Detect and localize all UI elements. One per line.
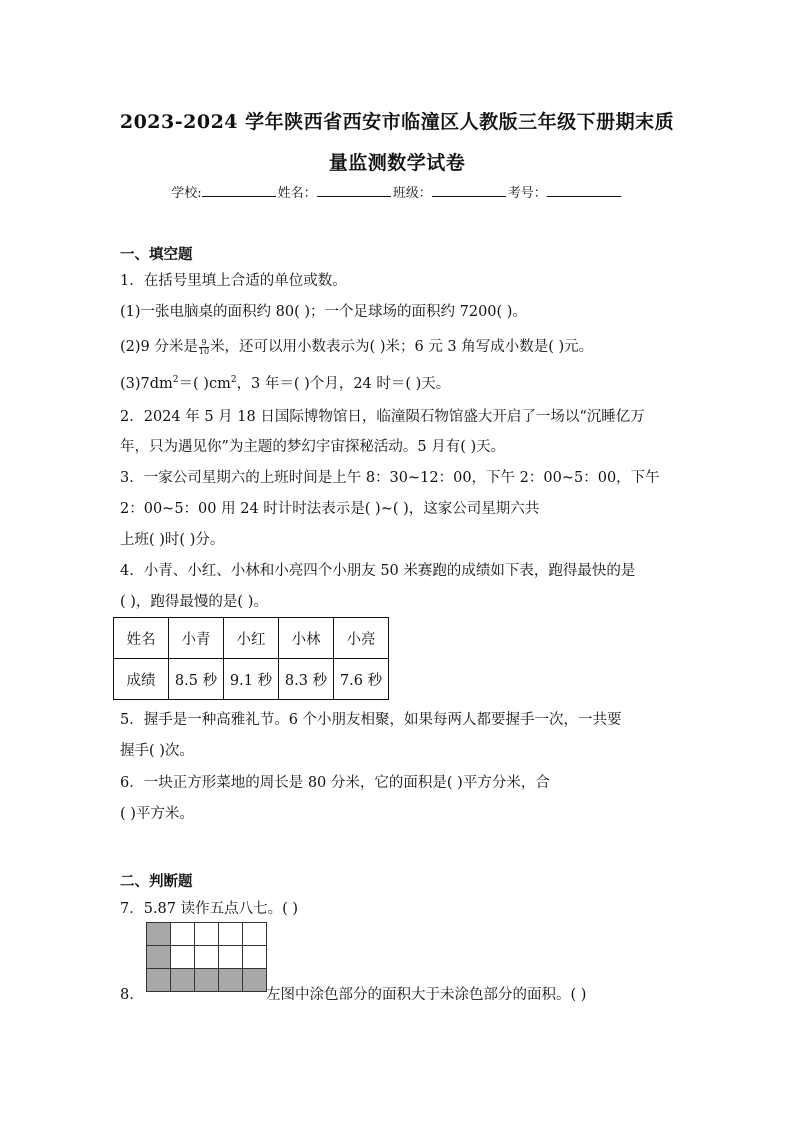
section1-heading: 一、填空题: [120, 247, 193, 263]
exam-no-label: 考号：: [507, 186, 547, 201]
name-blank[interactable]: [317, 184, 391, 197]
q1-part3-a: (3)7dm: [120, 376, 173, 392]
class-label: 班级：: [392, 186, 432, 201]
school-blank[interactable]: [202, 184, 276, 197]
q1-part3-b: ＝( )cm: [178, 376, 231, 392]
q3-line1: 3．一家公司星期六的上班时间是上午 8：30~12：00，下午 2：00~5：00，下午: [120, 470, 660, 486]
race-results-table: [113, 617, 389, 700]
table-header-row: [114, 618, 389, 659]
grid-cell: [171, 946, 195, 969]
table-cell: 小亮: [334, 618, 389, 659]
q5-line1: 5．握手是一种高雅礼节。6 个小朋友相聚，如果每两人都要握手一次，一共要: [120, 712, 622, 728]
grid-cell-shaded: [147, 946, 171, 969]
q8-text: 左图中涂色部分的面积大于未涂色部分的面积。( ): [266, 987, 587, 1003]
q1-part2: [120, 335, 593, 356]
q6-line1: 6．一块正方形菜地的周长是 80 分米，它的面积是( )平方分米，合: [120, 775, 550, 791]
q2-line1: 2．2024 年 5 月 18 日国际博物馆日，临潼陨石物馆盛大开启了一场以“沉睡亿万: [120, 409, 645, 425]
table-cell: 姓名: [114, 618, 169, 659]
grid-cell: [243, 923, 267, 946]
grid-cell-shaded: [147, 923, 171, 946]
q2-line2: 年，只为遇见你”为主题的梦幻宇宙探秘活动。5 月有( )天。: [120, 439, 506, 455]
q6-line2: ( )平方米。: [120, 806, 194, 822]
fraction-denominator: 10: [198, 346, 210, 356]
fraction-numerator: 9: [199, 339, 209, 348]
superscript-2: 2: [172, 375, 179, 386]
grid-cell-shaded: [147, 969, 171, 992]
q7-line: 7．5.87 读作五点八七。( ): [120, 901, 299, 917]
name-label: 姓名：: [277, 186, 317, 201]
grid-cell: [243, 946, 267, 969]
table-cell: 小红: [224, 618, 279, 659]
grid-cell: [171, 923, 195, 946]
table-cell: 小青: [169, 618, 224, 659]
grid-cell: [219, 923, 243, 946]
q5-line2: 握手( )次。: [120, 743, 194, 759]
q1-part1: (1)一张电脑桌的面积约 80( )；一个足球场的面积约 7200( )。: [120, 304, 527, 320]
exam-no-blank[interactable]: [547, 184, 621, 197]
q4-line2: ( )，跑得最慢的是( )。: [120, 594, 268, 610]
table-cell: 9.1 秒: [224, 659, 279, 700]
q1-part2-end: 米，还可以用小数表示为( )米；6 元 3 角写成小数是( )元。: [210, 339, 594, 355]
q1-part3-c: ，3 年＝( )个月，24 时＝( )天。: [236, 376, 451, 392]
exam-title-line1: 2023-2024 学年陕西省西安市临潼区人教版三年级下册期末质: [119, 111, 675, 133]
table-cell: 8.3 秒: [279, 659, 334, 700]
table-cell: 8.5 秒: [169, 659, 224, 700]
school-label: 学校:: [171, 186, 202, 201]
grid-cell: [195, 946, 219, 969]
q3-line2: 2：00~5：00 用 24 时计时法表示是( )~( )，这家公司星期六共: [120, 501, 540, 517]
superscript-2b: 2: [230, 375, 237, 386]
section2-heading: 二、判断题: [120, 874, 193, 890]
grid-cell-shaded: [243, 969, 267, 992]
q3-line3: 上班( )时( )分。: [120, 532, 225, 548]
grid-cell: [219, 946, 243, 969]
exam-title-line2: 量监测数学试卷: [328, 152, 466, 174]
table-cell: 成绩: [114, 659, 169, 700]
grid-cell-shaded: [219, 969, 243, 992]
q4-line1: 4．小青、小红、小林和小亮四个小朋友 50 米赛跑的成绩如下表，跑得最快的是: [120, 563, 636, 579]
table-row: [114, 659, 389, 700]
table-cell: 小林: [279, 618, 334, 659]
grid-cell-shaded: [171, 969, 195, 992]
q8-number: 8．: [120, 987, 144, 1003]
grid-cell: [195, 923, 219, 946]
class-blank[interactable]: [432, 184, 506, 197]
fraction-nine-tenths: [199, 339, 209, 356]
q1-stem: 1．在括号里填上合适的单位或数。: [120, 273, 347, 289]
student-info-row: [0, 182, 794, 201]
shaded-grid-figure: [146, 922, 267, 992]
q1-part3: [120, 372, 450, 393]
table-cell: 7.6 秒: [334, 659, 389, 700]
q1-part2-start: (2)9 分米是: [120, 339, 198, 355]
grid-cell-shaded: [195, 969, 219, 992]
